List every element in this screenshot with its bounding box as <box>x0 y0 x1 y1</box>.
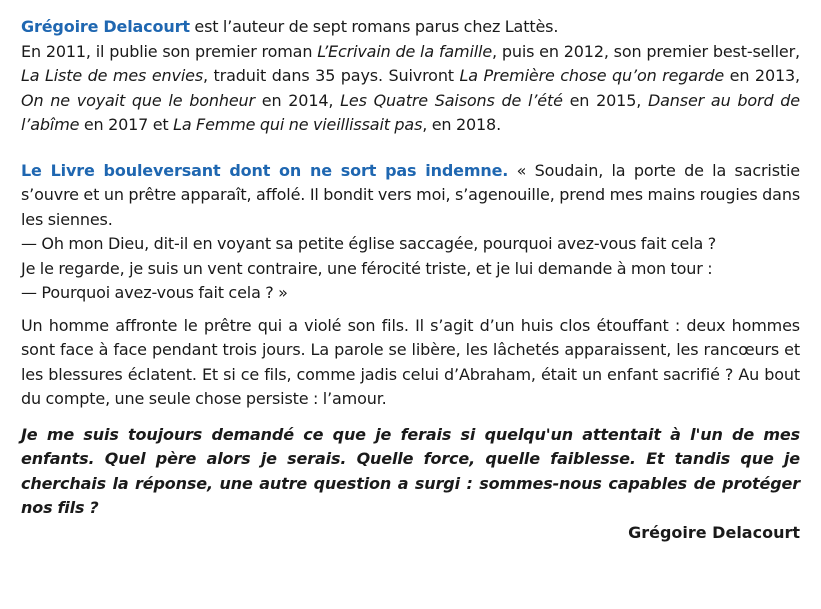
excerpt-line-4: — Pourquoi avez-vous fait cela ? » <box>21 283 288 302</box>
author-text-4: en 2013, <box>724 66 800 85</box>
book-title-4: On ne voyait que le bonheur <box>21 90 255 110</box>
excerpt-line-1: « Soudain, la porte de la sacristie s’ouvre et un prêtre apparaît, affolé. Il bondit vers moi, s’agenouille, prend mes mains rougies dans les siennes. <box>21 160 800 229</box>
book-title-6: Danser au bord de l’abîme <box>21 90 800 134</box>
excerpt-line-2: — Oh mon Dieu, dit-il en voyant sa petite église saccagée, pourquoi avez-vous fait cela ? <box>21 234 717 253</box>
signature: Grégoire Delacourt <box>628 522 800 542</box>
book-title-7: La Femme qui ne vieillissait pas <box>173 115 423 134</box>
book-title-1: L’Ecrivain de la famille <box>317 41 493 61</box>
book-title-2: La Liste de mes envies <box>21 66 204 85</box>
author-name-highlight: Grégoire Delacourt <box>21 17 190 36</box>
author-paragraph <box>21 15 800 138</box>
author-text-5: en 2014, <box>254 90 341 110</box>
author-text-8: , en 2018. <box>422 115 502 134</box>
book-excerpt-paragraph <box>21 159 800 306</box>
author-text-3: , traduit dans 35 pays. Suivront <box>203 66 460 85</box>
book-title-3: La Première chose qu’on regarde <box>459 66 725 85</box>
author-text-2: , puis en 2012, son premier best-seller, <box>492 41 800 61</box>
author-text-6: en 2015, <box>562 90 648 110</box>
book-heading-highlight: Le Livre bouleversant dont on ne sort pas indemne. <box>21 160 509 180</box>
excerpt-line-3: Je le regarde, je suis un vent contraire, une férocité triste, et je lui demande à mon tour : <box>21 258 713 278</box>
author-text-1: En 2011, il publie son premier roman <box>21 41 318 61</box>
summary-paragraph: Un homme affronte le prêtre qui a violé son fils. Il s’agit d’un huis clos étouffant : deux hommes sont face à face pendant trois jours. La parole se libère, les lâchetés apparaissent, les rancœurs et les blessures éclatent. Et si ce fils, comme jadis celui d’Abraham, était un enfant sacrifié ? Au bout du compte, une seule chose persiste : l’amour. <box>21 315 800 408</box>
author-intro: est l’auteur de sept romans parus chez Lattès. <box>189 17 559 36</box>
author-quote: Je me suis toujours demandé ce que je ferais si quelqu'un attentait à l'un de mes enfants. Quel père alors je serais. Quelle force, quelle faiblesse. Et tandis que je cherchais la réponse, une autre question a surgi : sommes-nous capables de protéger nos fils ? <box>21 424 800 517</box>
book-title-5: Les Quatre Saisons de l’été <box>340 90 563 110</box>
author-text-7: en 2017 et <box>79 115 174 134</box>
